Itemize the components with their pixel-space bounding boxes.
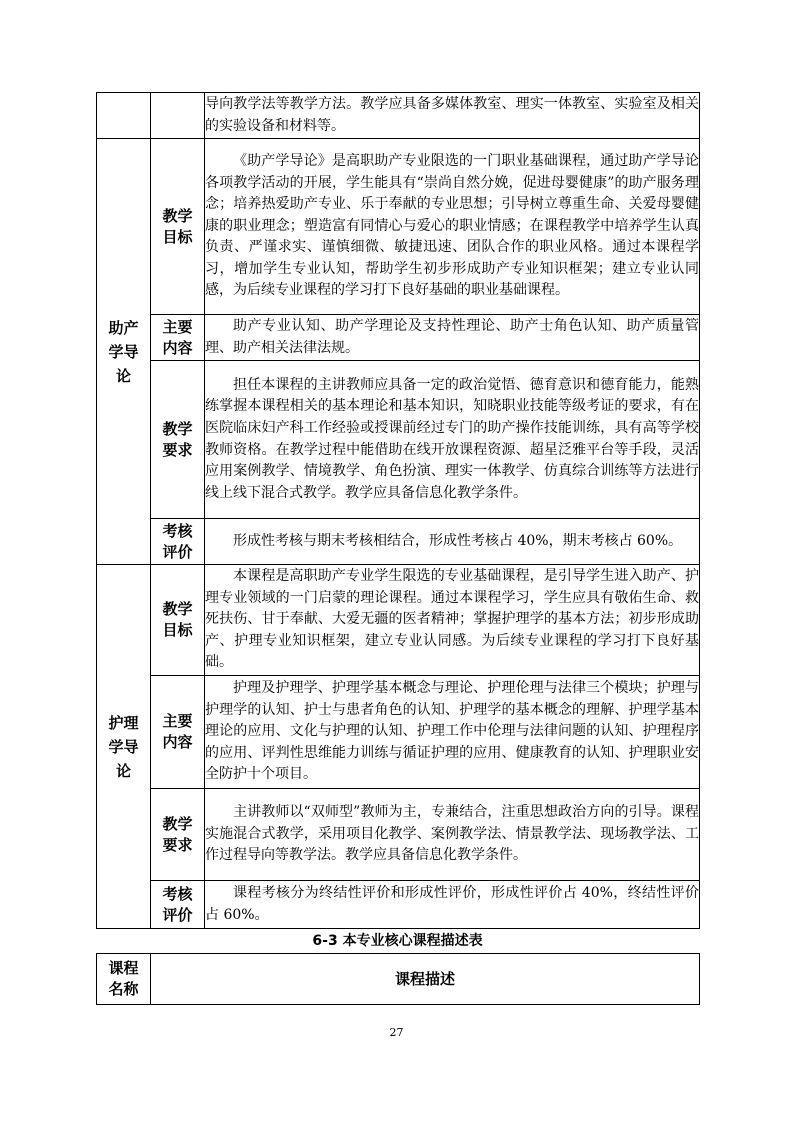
carryover-text: 导向教学法等教学方法。教学应具备多媒体教室、理实一体教室、实验室及相关的实验设备和材料等。 — [205, 95, 699, 134]
row-content-cell — [205, 361, 700, 519]
row-content-cell — [205, 519, 700, 565]
row-content-cell — [205, 676, 700, 789]
course-2-row-requirement — [97, 789, 700, 881]
course-name-cell — [97, 565, 151, 929]
row-label: 考核评价 — [162, 884, 193, 924]
course-name-cell — [97, 139, 151, 565]
core-header-name-text: 课程名称 — [108, 959, 139, 998]
document-page — [96, 92, 699, 1005]
row-content-cell — [205, 565, 700, 676]
carryover-row — [97, 93, 700, 139]
course-1-row-content — [97, 315, 700, 361]
row-content: 课程考核分为终结性评价和形成性评价，形成性评价占 40%，终结性评价占 60%。 — [205, 884, 699, 923]
row-label: 主要内容 — [162, 712, 193, 751]
course-name: 护理学导论 — [108, 713, 139, 780]
core-header-name — [97, 954, 151, 1005]
course-description-table — [96, 92, 700, 929]
row-content: 担任本课程的主讲教师应具备一定的政治觉悟、德育意识和德育能力，能熟练掌握本课程相关的基本理论和基本知识，知晓职业技能等级考证的要求，有在医院临床妇产科工作经验或授课前经过专门的助产操作技能训练，具有高等学校教师资格。在教学过程中能借助在线开放课程资源、超星泛雅平台等手段，灵活应用案例教学、情境教学、角色扮演、理实一体教学、仿真综合训练等方法进行线上线下混合式教学。教学应具备信息化教学条件。 — [205, 376, 699, 501]
row-content: 主讲教师以“双师型”教师为主，专兼结合，注重思想政治方向的引导。课程实施混合式教学，采用项目化教学、案例教学法、情景教学法、现场教学法、工作过程导向等教学法。教学应具备信息化教学条件。 — [205, 804, 699, 864]
row-label: 主要内容 — [162, 317, 193, 357]
row-label: 教学目标 — [162, 206, 193, 246]
course-name: 助产学导论 — [108, 318, 139, 385]
row-content-cell — [205, 315, 700, 361]
row-content: 护理及护理学、护理学基本概念与理论、护理伦理与法律三个模块；护理与护理学的认知、护士与患者角色的认知、护理学的基本概念的理解、护理学基本理论的应用、文化与护理的认知、护理工作中伦理与法律问题的认知、护理程序的应用、评判性思维能力训练与循证护理的应用、健康教育的认知、护理职业安全防护十个项目。 — [205, 680, 699, 783]
row-label: 教学要求 — [162, 814, 193, 854]
row-label-cell — [151, 881, 205, 929]
row-label-cell — [151, 676, 205, 789]
row-label-cell — [151, 565, 205, 676]
core-header-desc: 课程描述 — [151, 954, 700, 1005]
course-2-row-objective — [97, 565, 700, 676]
row-content: 本课程是高职助产专业学生限选的专业基础课程，是引导学生进入助产、护理专业领域的一门启蒙的理论课程。通过本课程学习，学生应具有敬佑生命、救死扶伤、甘于奉献、大爱无疆的医者精神；掌握护理学的基本方法；初步形成助产、护理专业知识框架，建立专业认同感。为后续专业课程的学习打下良好基础。 — [205, 568, 699, 671]
core-table-header-row — [97, 954, 700, 1005]
row-label-cell — [151, 519, 205, 565]
course-2-row-assessment — [97, 881, 700, 929]
row-label-cell — [151, 139, 205, 315]
row-label: 教学要求 — [162, 419, 193, 459]
row-label-cell — [151, 789, 205, 881]
core-course-table — [96, 953, 700, 1005]
carryover-label-cell — [151, 93, 205, 139]
row-content: 助产专业认知、助产学理论及支持性理论、助产士角色认知、助产质量管理、助产相关法律法规。 — [205, 317, 699, 356]
row-content-cell — [205, 881, 700, 929]
carryover-course-cell — [97, 93, 151, 139]
course-1-row-objective — [97, 139, 700, 315]
row-label-cell — [151, 361, 205, 519]
row-content: 《助产学导论》是高职助产专业限选的一门职业基础课程，通过助产学导论各项教学活动的开展，学生能具有“崇尚自然分娩，促进母婴健康”的助产服务理念；培养热爱助产专业、乐于奉献的专业思想；引导树立尊重生命、关爱母婴健康的职业理念；塑造富有同情心与爱心的职业情感；在课程教学中培养学生认真负责、严谨求实、谨慎细微、敏捷迅速、团队合作的职业风格。通过本课程学习，增加学生专业认知，帮助学生初步形成助产专业知识框架；建立专业认同感，为后续专业课程的学习打下良好基础的职业基础课程。 — [205, 152, 699, 299]
course-2-row-content — [97, 676, 700, 789]
course-1-row-assessment — [97, 519, 700, 565]
row-label: 教学目标 — [162, 600, 193, 639]
row-content-cell — [205, 789, 700, 881]
page-number: 27 — [389, 1026, 404, 1039]
row-content-cell — [205, 139, 700, 315]
course-1-row-requirement — [97, 361, 700, 519]
row-label-cell — [151, 315, 205, 361]
row-label: 考核评价 — [162, 521, 193, 561]
carryover-content-cell — [205, 93, 700, 139]
row-content: 形成性考核与期末考核相结合，形成性考核占 40%，期末考核占 60%。 — [233, 532, 683, 549]
section-caption: 6-3 本专业核心课程描述表 — [312, 933, 483, 949]
